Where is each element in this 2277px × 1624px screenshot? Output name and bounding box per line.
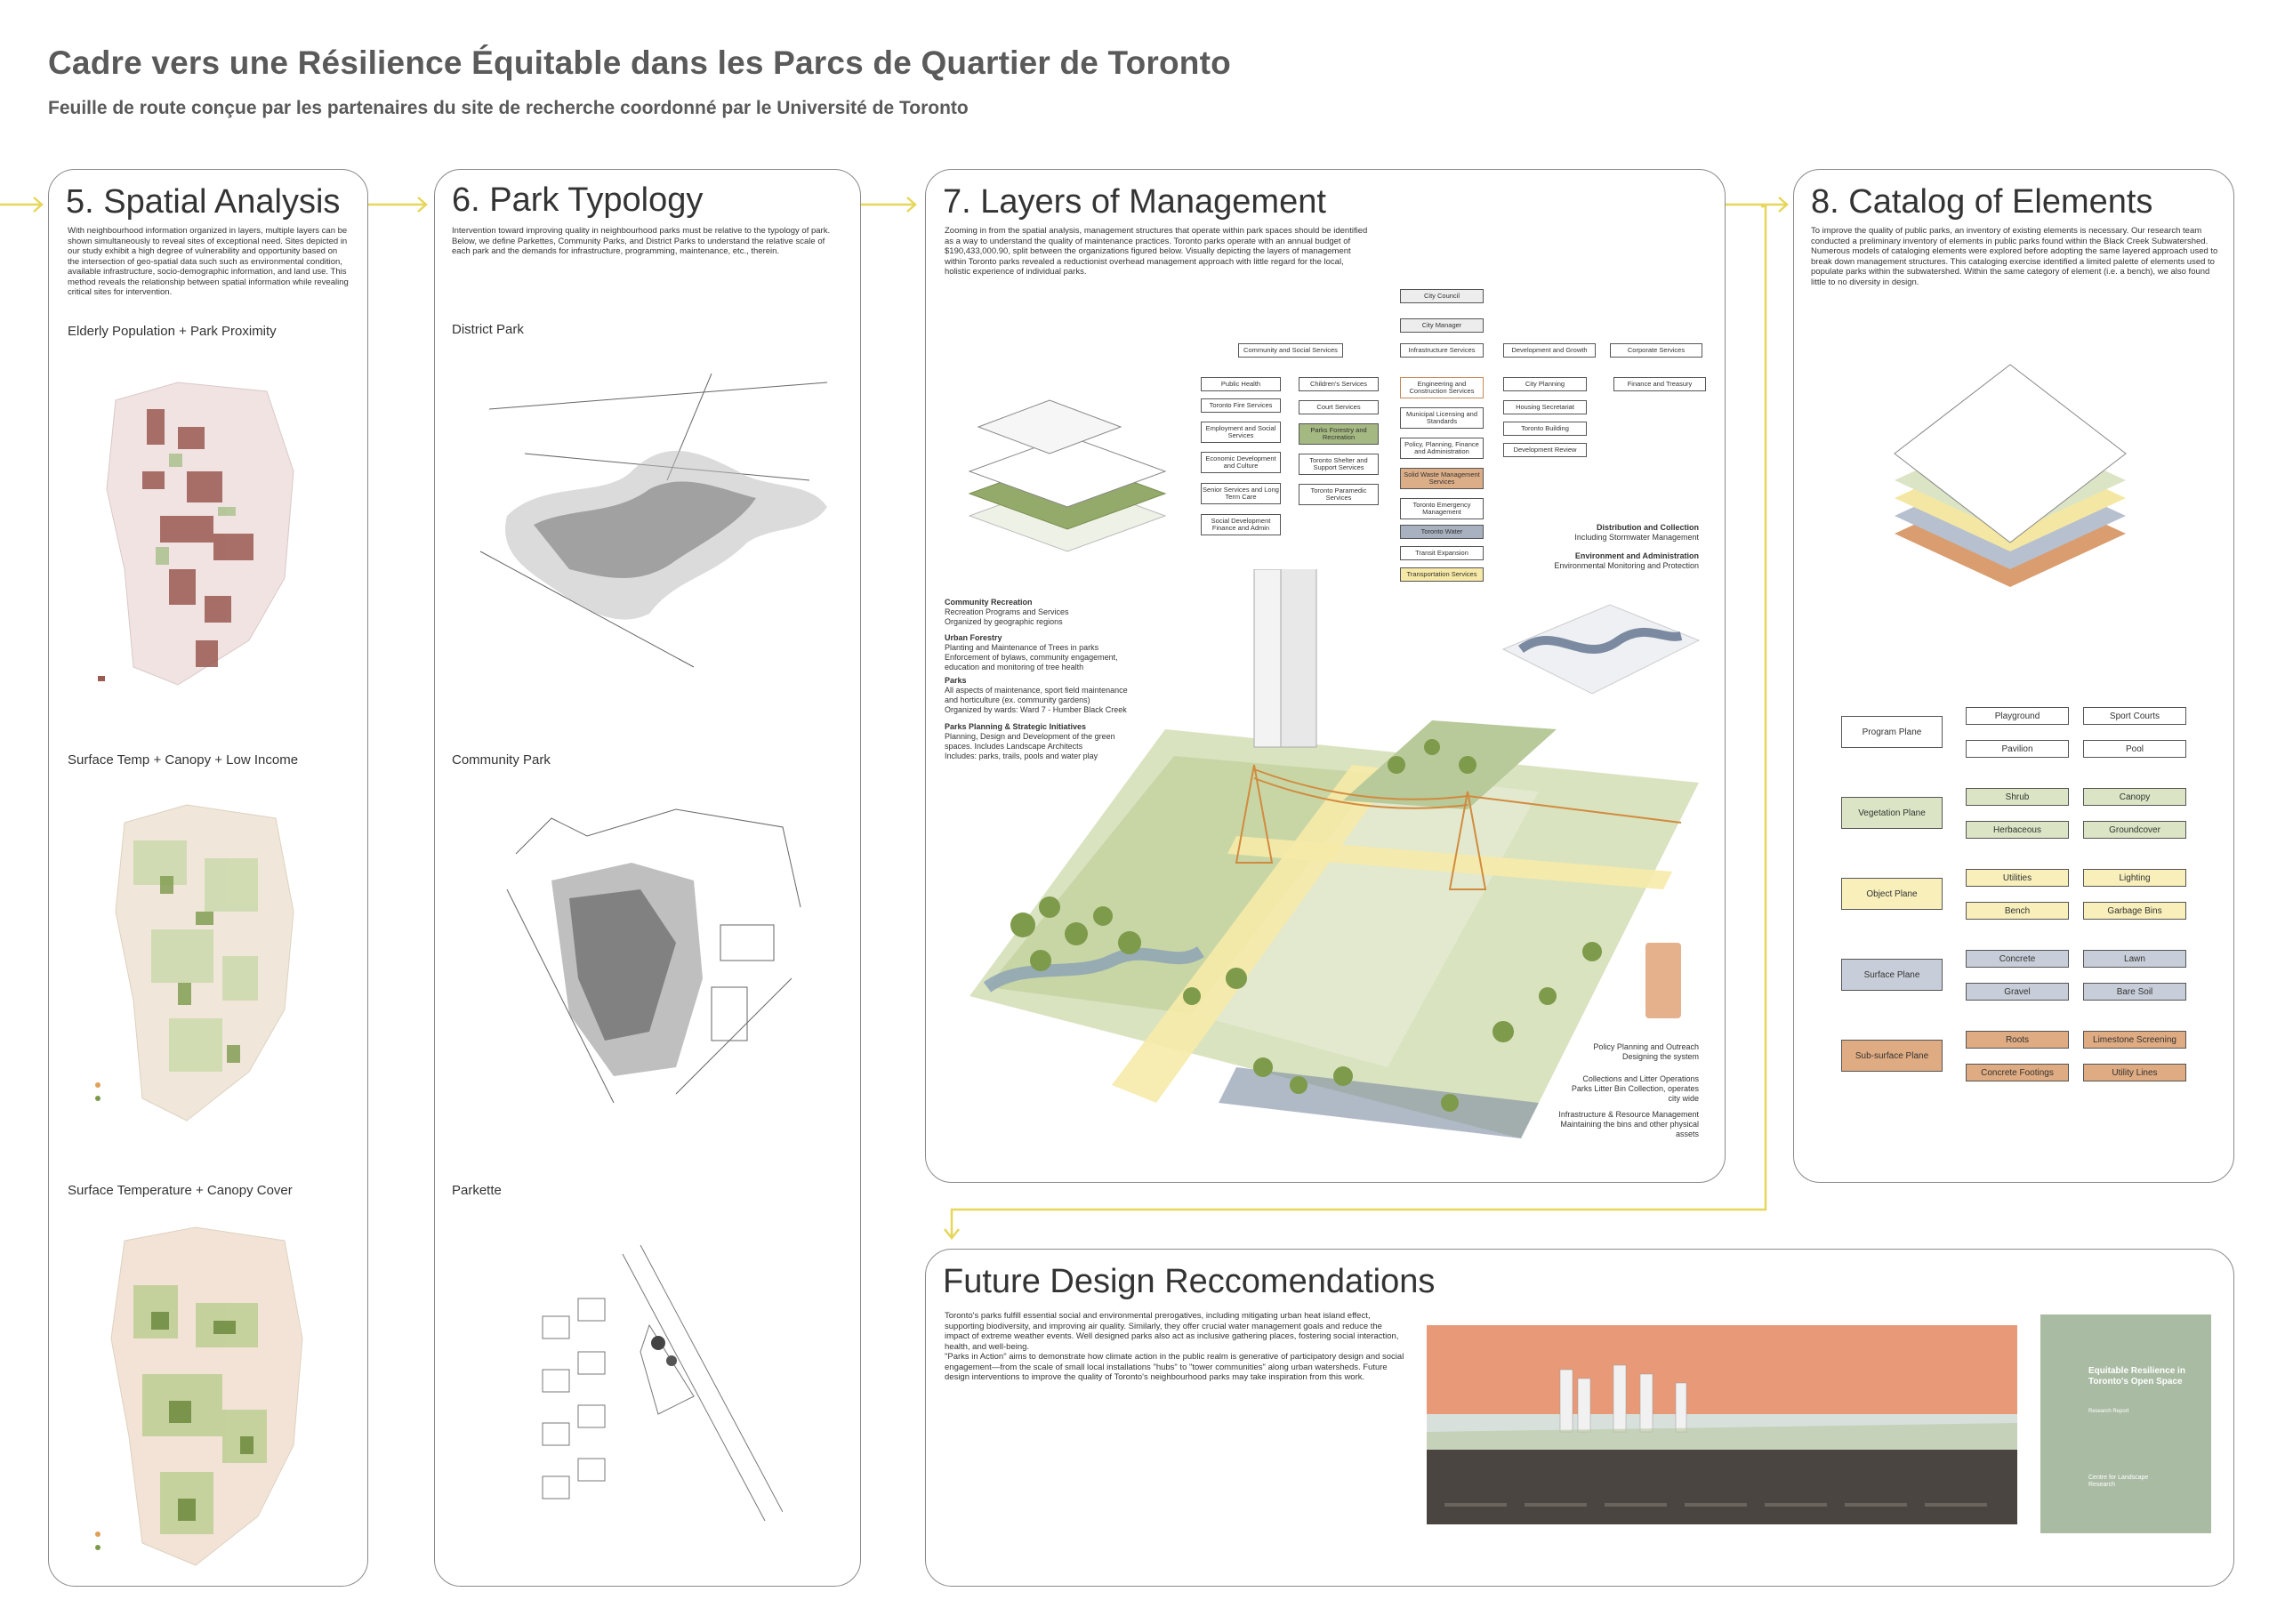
catalog-item-shrub: Shrub: [1966, 788, 2069, 806]
org-licensing: Municipal Licensing and Standards: [1400, 407, 1484, 429]
catalog-item-roots: Roots: [1966, 1031, 2069, 1049]
catalog-item-bench: Bench: [1966, 902, 2069, 920]
parkette-drawing: [516, 1236, 783, 1530]
org-paramedic: Toronto Paramedic Services: [1299, 484, 1379, 505]
catalog-item-pavilion: Pavilion: [1966, 740, 2069, 758]
district-park-drawing: [471, 374, 845, 676]
org-dev-review: Development Review: [1503, 443, 1587, 457]
note-infrastructure: Infrastructure & Resource Management Maintaining the bins and other physical assets: [1558, 1110, 1699, 1138]
org-community-social: Community and Social Services: [1238, 343, 1343, 358]
catalog-layer-stack: [1886, 356, 2135, 623]
org-solid-waste: Solid Waste Management Services: [1400, 468, 1484, 489]
future-design-paragraph-2: "Parks in Action" aims to demonstrate how climate action in the public realm is generative of participatory design and social engagement—from the scale of small local installations "hubs" to "tower communities" along urban watersheds. Future design interventions to improve the quality of Toronto's neighbourhood parks may take inspiration from this work.: [945, 1352, 1404, 1382]
catalog-item-bare-soil: Bare Soil: [2083, 983, 2186, 1001]
org-childrens-services: Children's Services: [1299, 377, 1379, 391]
org-building: Toronto Building: [1503, 422, 1587, 436]
catalog-item-groundcover: Groundcover: [2083, 821, 2186, 839]
catalog-item-lighting: Lighting: [2083, 869, 2186, 887]
note-distribution: Distribution and Collection Including Stormwater Management: [1574, 523, 1699, 542]
org-development-growth: Development and Growth: [1503, 343, 1596, 358]
org-court-services: Court Services: [1299, 400, 1379, 414]
catalog-item-garbage-bins: Garbage Bins: [2083, 902, 2186, 920]
catalog-elements-description: To improve the quality of public parks, an inventory of existing elements is necessary. Our research team conducted a preliminary inventory of elements in public parks found within the Black Creek Subwatershed. Numerous models of cataloging elements were explored before adopting the same layered approach used to break down management structures. This cataloging exercise identified a limited palette of elements used to populate parks within the subwatershed. Within the same category of element (i.e. a bench), we also found little to no diversity in design.: [1811, 226, 2218, 287]
catalog-item-lawn: Lawn: [2083, 950, 2186, 968]
page-title: Cadre vers une Résilience Équitable dans les Parcs de Quartier de Toronto: [48, 44, 1231, 81]
org-corporate: Corporate Services: [1610, 343, 1702, 358]
note-policy-planning: Policy Planning and Outreach Designing the system: [1593, 1042, 1699, 1061]
org-engineering: Engineering and Construction Services: [1400, 377, 1484, 398]
org-social-dev: Social Development Finance and Admin: [1201, 514, 1281, 535]
parkette-label: Parkette: [452, 1183, 502, 1198]
district-park-label: District Park: [452, 322, 524, 337]
catalog-item-sport-courts: Sport Courts: [2083, 707, 2186, 725]
map-elderly-population: [71, 347, 338, 703]
catalog-item-gravel: Gravel: [1966, 983, 2069, 1001]
org-city-manager: City Manager: [1400, 318, 1484, 333]
catalog-item-canopy: Canopy: [2083, 788, 2186, 806]
water-layer-illustration: [1494, 596, 1708, 703]
report-title: Equitable Resilience in Toronto's Open Space: [2088, 1366, 2185, 1387]
catalog-item-concrete-footings: Concrete Footings: [1966, 1064, 2069, 1081]
catalog-item-limestone: Limestone Screening: [2083, 1031, 2186, 1049]
catalog-plane-program: Program Plane: [1841, 716, 1943, 748]
page-subtitle: Feuille de route conçue par les partenaires du site de recherche coordonné par le Université de Toronto: [48, 98, 969, 118]
catalog-item-herbaceous: Herbaceous: [1966, 821, 2069, 839]
catalog-item-playground: Playground: [1966, 707, 2069, 725]
layer-stack-illustration: [961, 391, 1174, 560]
map-canopy-cover-label: Surface Temperature + Canopy Cover: [68, 1183, 293, 1198]
org-housing: Housing Secretariat: [1503, 400, 1587, 414]
report-org: Centre for Landscape Research: [2088, 1475, 2149, 1488]
note-environment: Environment and Administration Environmental Monitoring and Protection: [1554, 551, 1699, 570]
legend-swatch: [98, 676, 105, 681]
future-design-paragraph-1: Toronto's parks fulfill essential social and environmental prerogatives, including mitigating urban heat island effect, supporting biodiversity, and improving air quality. Similarly, they offer crucial water management goals and reduce the impact of extreme weather events. Well designed parks also act as inclusive gathering places, fostering social interaction, health, and well-being.: [945, 1311, 1399, 1352]
catalog-plane-surface: Surface Plane: [1841, 959, 1943, 991]
layers-management-heading: 7. Layers of Management: [943, 183, 1326, 221]
catalog-item-utility-lines: Utility Lines: [2083, 1064, 2186, 1081]
note-urban-forestry: Urban Forestry Planting and Maintenance of Trees in parks Enforcement of bylaws, community engagement, education and monitoring of tree health: [945, 633, 1118, 671]
map-surface-temp-income: [71, 778, 338, 1134]
catalog-plane-subsurface: Sub-surface Plane: [1841, 1040, 1943, 1072]
catalog-item-pool: Pool: [2083, 740, 2186, 758]
org-senior-services: Senior Services and Long Term Care: [1201, 483, 1281, 504]
org-transit: Transit Expansion: [1400, 546, 1484, 560]
park-typology-description: Intervention toward improving quality in neighbourhood parks must be relative to the typology of park. Below, we define Parkettes, Community Parks, and District Parks to understand the relative scale of each park and the demands for infrastructure, programming, maintenance, etc., therein.: [452, 226, 831, 256]
org-city-planning: City Planning: [1503, 377, 1587, 391]
litter-bin-illustration: [1637, 934, 1690, 1023]
catalog-plane-object: Object Plane: [1841, 878, 1943, 910]
future-design-heading: Future Design Reccomendations: [943, 1263, 1436, 1300]
catalog-item-concrete: Concrete: [1966, 950, 2069, 968]
note-collections: Collections and Litter Operations Parks Litter Bin Collection, operates city wide: [1571, 1074, 1699, 1103]
org-shelter: Toronto Shelter and Support Services: [1299, 454, 1379, 475]
note-community-recreation: Community Recreation Recreation Programs and Services Organized by geographic regions: [945, 598, 1069, 626]
catalog-plane-vegetation: Vegetation Plane: [1841, 797, 1943, 829]
org-employment: Employment and Social Services: [1201, 422, 1281, 443]
spatial-analysis-heading: 5. Spatial Analysis: [66, 183, 341, 221]
org-emergency: Toronto Emergency Management: [1400, 498, 1484, 519]
note-parks-planning: Parks Planning & Strategic Initiatives Planning, Design and Development of the green spaces. Includes Landscape Architects Includes: parks, trails, pools and water play: [945, 722, 1115, 760]
note-parks: Parks All aspects of maintenance, sport field maintenance and horticulture (ex. community gardens) Organized by wards: Ward 7 - Humber Black Creek: [945, 676, 1128, 714]
map-surface-temp-label: Surface Temp + Canopy + Low Income: [68, 752, 299, 768]
community-park-drawing: [498, 800, 836, 1121]
org-finance-treasury: Finance and Treasury: [1613, 377, 1706, 391]
community-park-label: Community Park: [452, 752, 551, 768]
org-economic-dev: Economic Development and Culture: [1201, 452, 1281, 473]
org-fire-services: Toronto Fire Services: [1201, 398, 1281, 413]
org-toronto-water: Toronto Water: [1400, 525, 1484, 539]
layers-management-description: Zooming in from the spatial analysis, management structures that operate within park spaces should be identified as a way to understand the quality of maintenance practices. Toronto parks operate with an annual budget of $190,433,000.90, split between the organizations figured below. Visually depicting the layers of management within Toronto parks revealed a reductionist overhead management approach with little regard for the local, holistic experience of individual parks.: [945, 226, 1368, 277]
research-report-cover: [2040, 1314, 2211, 1533]
catalog-item-utilities: Utilities: [1966, 869, 2069, 887]
org-city-council: City Council: [1400, 289, 1484, 303]
map-elderly-label: Elderly Population + Park Proximity: [68, 324, 277, 339]
map-surface-temp-canopy: [71, 1205, 338, 1579]
org-public-health: Public Health: [1201, 377, 1281, 391]
org-transportation: Transportation Services: [1400, 567, 1484, 582]
catalog-elements-heading: 8. Catalog of Elements: [1811, 183, 2153, 221]
org-parks-forestry: Parks Forestry and Recreation: [1299, 423, 1379, 445]
org-infrastructure: Infrastructure Services: [1400, 343, 1484, 358]
report-subtitle: Research Report: [2088, 1409, 2129, 1414]
spatial-analysis-description: With neighbourhood information organized in layers, multiple layers can be shown simultaneously to reveal sites of exceptional need. Sites depicted in our study exhibit a high degree of vulnerability and opportunity based on the intersection of geo-spatial data such such as environmental condition, available infrastructure, socio-demographic information, and land use. This method reveals the relationship between spatial information while revealing critical sites for intervention.: [68, 226, 349, 297]
org-policy-planning: Policy, Planning, Finance and Administration: [1400, 438, 1484, 459]
panorama-illustration: [1427, 1325, 2017, 1524]
park-typology-heading: 6. Park Typology: [452, 181, 704, 219]
